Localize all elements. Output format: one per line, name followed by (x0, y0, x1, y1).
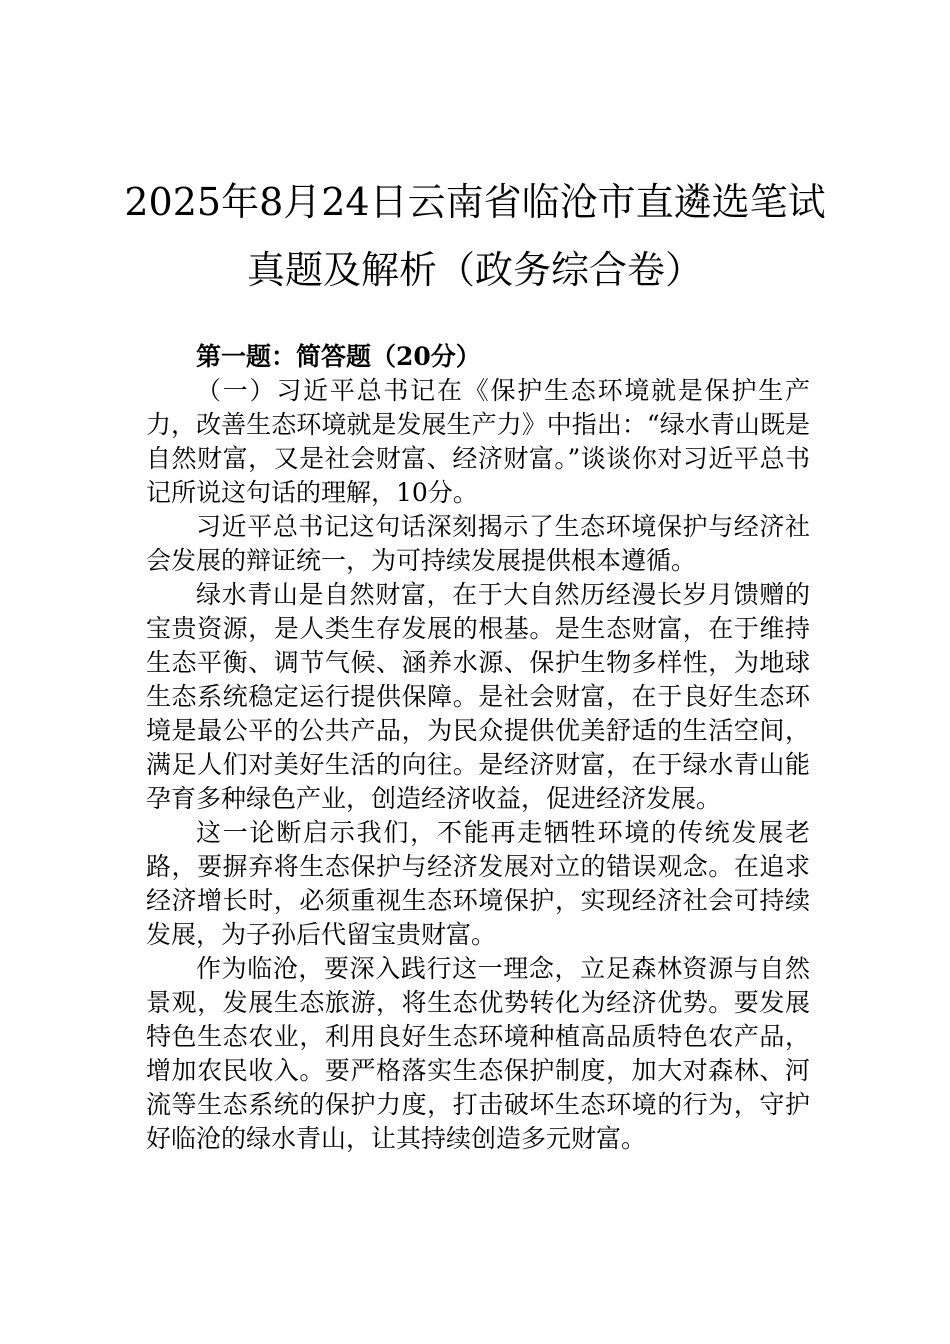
answer-paragraph-4: 作为临沧，要深入践行这一理念，立足森林资源与自然景观，发展生态旅游，将生态优势转化为经济优势。要发展特色生态农业，利用良好生态环境种植高品质特色农产品，增加农民收入。要严格落实生态保护制度，加大对森林、河流等生态系统的保护力度，打击破坏生态环境的行为，守护好临沧的绿水青山，让其持续创造多元财富。 (146, 954, 810, 1153)
question-heading: 第一题：简答题（20分） (196, 342, 481, 371)
document-body (146, 340, 810, 1156)
document-title-line-2: 真题及解析（政务综合卷） (246, 248, 703, 292)
answer-paragraph-3: 这一论断启示我们，不能再走牺牲环境的传统发展老路，要摒弃将生态保护与经济发展对立的错误观念。在追求经济增长时，必须重视生态环境保护，实现经济社会可持续发展，为子孙后代留宝贵财富。 (146, 818, 810, 949)
question-text: （一）习近平总书记在《保护生态环境就是保护生产力，改善生态环境就是发展生产力》中指出：“绿水青山既是自然财富，又是社会财富、经济财富。”谈谈你对习近平总书记所说这句话的理解，10分。 (146, 376, 810, 507)
answer-paragraph-1: 习近平总书记这句话深刻揭示了生态环境保护与经济社会发展的辩证统一，为可持续发展提供根本遵循。 (146, 512, 810, 575)
document-title-line-1: 2025年8月24日云南省临沧市直遴选笔试 (124, 180, 826, 224)
answer-paragraph-2: 绿水青山是自然财富，在于大自然历经漫长岁月馈赠的宝贵资源，是人类生存发展的根基。是生态财富，在于维持生态平衡、调节气候、涵养水源、保护生物多样性，为地球生态系统稳定运行提供保障。是社会财富，在于良好生态环境是最公平的公共产品，为民众提供优美舒适的生活空间，满足人们对美好生活的向往。是经济财富，在于绿水青山能孕育多种绿色产业，创造经济收益，促进经济发展。 (146, 580, 810, 813)
